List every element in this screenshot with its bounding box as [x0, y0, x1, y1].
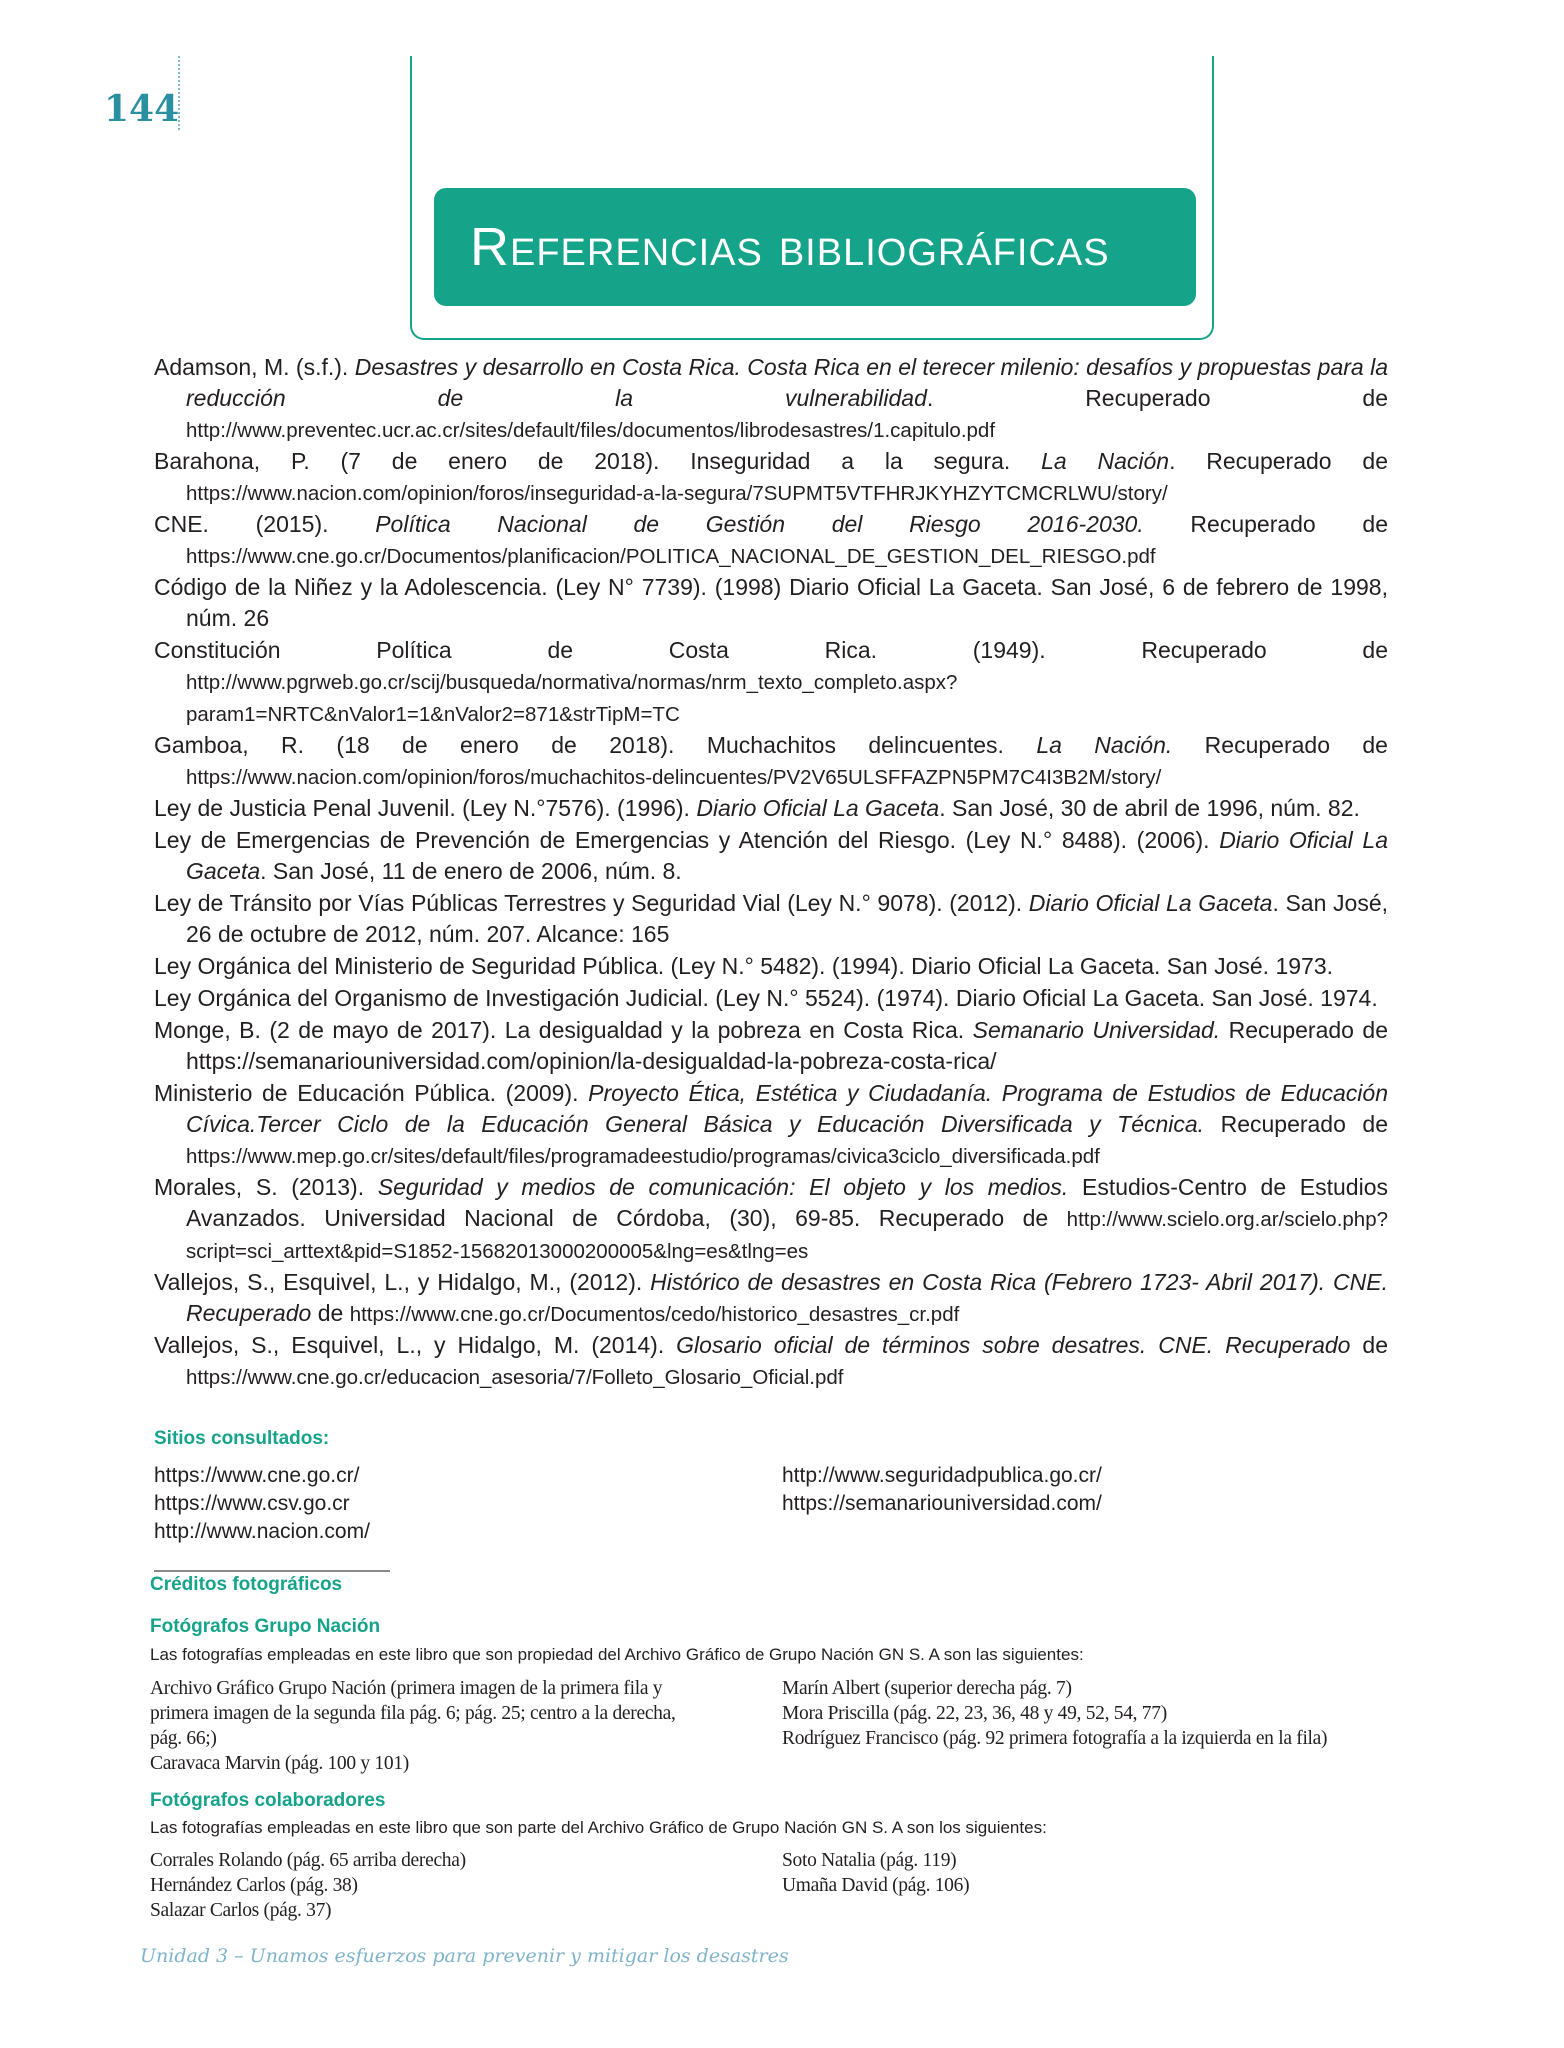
reference-rest: Estudios-Centro de Estudios Avanzados. Universidad Nacional de Córdoba, (30), 69-85. Recuperado de: [186, 1174, 1388, 1231]
credit-line: Hernández Carlos (pág. 38): [150, 1875, 358, 1896]
credit-line: pág. 66;): [150, 1728, 217, 1749]
reference-rest: . San José, 26 de octubre de 2012, núm. 207. Alcance: 165: [186, 890, 1389, 947]
credit-line: primera imagen de la segunda fila pág. 6; pág. 25; centro a la derecha,: [150, 1703, 676, 1724]
grupo-nacion-right: [782, 1676, 1327, 1751]
reference-rest: Recuperado de: [1172, 732, 1388, 758]
reference-url[interactable]: https://www.mep.go.cr/sites/default/files/programadeestudio/programas/civica3ciclo_diversificada.pdf: [186, 1145, 1100, 1168]
credit-line: Corrales Rolando (pág. 65 arriba derecha): [150, 1850, 466, 1871]
section-divider: [154, 1570, 390, 1572]
page-number: 144: [104, 88, 180, 130]
reference-rest: de: [1350, 1332, 1388, 1358]
reference-url[interactable]: http://www.scielo.org.ar/scielo.php?script=sci_arttext&pid=S1852-15682013000200005&lng=es&tlng=es: [186, 1208, 1388, 1263]
credit-line: Archivo Gráfico Grupo Nación (primera imagen de la primera fila y: [150, 1678, 663, 1699]
reference-author: Código de la Niñez y la Adolescencia. (Ley N° 7739). (1998) Diario Oficial La Gaceta. San José, 6 de febrero de 1998, núm. 26: [154, 574, 1388, 631]
reference-author: Ministerio de Educación Pública. (2009).: [154, 1080, 589, 1106]
colaboradores-description: Las fotografías empleadas en este libro que son parte del Archivo Gráfico de Grupo Nación GN S. A son los siguientes:: [150, 1818, 1047, 1837]
site-link[interactable]: https://www.csv.go.cr: [154, 1492, 350, 1515]
reference-item: [154, 509, 1388, 572]
reference-author: Ley Orgánica del Organismo de Investigación Judicial. (Ley N.° 5524). (1974). Diario Oficial La Gaceta. San José. 1974.: [154, 985, 1378, 1011]
reference-item: [154, 1015, 1388, 1078]
reference-author: Ley Orgánica del Ministerio de Seguridad Pública. (Ley N.° 5482). (1994). Diario Oficial La Gaceta. San José. 1973.: [154, 953, 1333, 979]
reference-url[interactable]: http://www.preventec.ucr.ac.cr/sites/default/files/documentos/librodesastres/1.capitulo.pdf: [186, 419, 996, 442]
reference-author: Constitución Política de Costa Rica. (1949).: [154, 637, 1142, 663]
reference-author: Barahona, P. (7 de enero de 2018). Inseguridad a la segura.: [154, 448, 1042, 474]
title-banner: [434, 188, 1196, 306]
credit-line: Mora Priscilla (pág. 22, 23, 36, 48 y 49, 52, 54, 77): [782, 1703, 1167, 1724]
site-link[interactable]: http://www.nacion.com/: [154, 1520, 370, 1543]
credit-line: Rodríguez Francisco (pág. 92 primera fotografía a la izquierda en la fila): [782, 1728, 1328, 1749]
reference-author: Vallejos, S., Esquivel, L., y Hidalgo, M. (2014).: [154, 1332, 677, 1358]
reference-author: Gamboa, R. (18 de enero de 2018). Muchachitos delincuentes.: [154, 732, 1037, 758]
credit-line: Salazar Carlos (pág. 37): [150, 1900, 332, 1921]
reference-rest: Recuperado de https://semanariouniversidad.com/opinion/la-desigualdad-la-pobreza-costa-rica/: [186, 1017, 1389, 1074]
reference-title: La Nación.: [1036, 732, 1173, 758]
reference-author: Ley de Emergencias de Prevención de Emergencias y Atención del Riesgo. (Ley N.° 8488). (2006).: [154, 827, 1220, 853]
reference-rest: . Recuperado de: [1169, 448, 1388, 474]
credit-line: Umaña David (pág. 106): [782, 1875, 970, 1896]
reference-author: Vallejos, S., Esquivel, L., y Hidalgo, M., (2012).: [154, 1269, 651, 1295]
reference-url[interactable]: https://www.nacion.com/opinion/foros/inseguridad-a-la-segura/7SUPMT5VTFHRJKYHZYTCMCRLWU/story/: [186, 482, 1168, 505]
reference-item: [154, 446, 1388, 509]
credit-line: Soto Natalia (pág. 119): [782, 1850, 957, 1871]
reference-rest: Recuperado de: [1204, 1111, 1388, 1137]
reference-author: Morales, S. (2013).: [154, 1174, 378, 1200]
reference-item: [154, 1172, 1388, 1267]
reference-title: La Nación: [1041, 448, 1170, 474]
site-link[interactable]: https://www.cne.go.cr/: [154, 1464, 360, 1487]
reference-item: [154, 730, 1388, 793]
reference-author: Adamson, M. (s.f.).: [154, 354, 355, 380]
reference-title: Desastres y desarrollo en Costa Rica. Costa Rica en el terecer milenio: desafíos y propuestas para la reducción de la vulnerabilidad: [186, 354, 1389, 411]
credit-line: Marín Albert (superior derecha pág. 7): [782, 1678, 1072, 1699]
reference-author: Monge, B. (2 de mayo de 2017). La desigualdad y la pobreza en Costa Rica.: [154, 1017, 973, 1043]
credit-line: Caravaca Marvin (pág. 100 y 101): [150, 1753, 409, 1774]
reference-url[interactable]: https://www.cne.go.cr/educacion_asesoria/7/Folleto_Glosario_Oficial.pdf: [186, 1366, 844, 1389]
reference-author: CNE. (2015).: [154, 511, 376, 537]
colaboradores-left: [150, 1848, 466, 1923]
reference-item: [154, 1078, 1388, 1172]
page-number-rule: [178, 56, 180, 130]
reference-rest: . San José, 30 de abril de 1996, núm. 82.: [939, 795, 1360, 821]
sites-right-column: [782, 1462, 1102, 1518]
reference-title: Proyecto Ética, Estética y Ciudadanía. Programa de Estudios de Educación Cívica.Tercer Ciclo de la Educación General Básica y Educación Diversificada y Técnica.: [186, 1080, 1388, 1137]
sites-left-column: [154, 1462, 370, 1546]
creditos-heading: Créditos fotográficos: [150, 1574, 343, 1595]
grupo-nacion-left: [150, 1676, 676, 1776]
reference-title: Histórico de desastres en Costa Rica (Febrero 1723- Abril 2017). CNE. Recuperado: [186, 1269, 1388, 1326]
site-link[interactable]: http://www.seguridadpublica.go.cr/: [782, 1464, 1102, 1487]
colaboradores-right: [782, 1848, 969, 1898]
reference-item: [154, 352, 1388, 446]
sitios-heading: Sitios consultados:: [154, 1428, 330, 1449]
reference-item: [154, 1267, 1388, 1330]
reference-item: [154, 572, 1388, 635]
reference-author: Ley de Tránsito por Vías Públicas Terrestres y Seguridad Vial (Ley N.° 9078). (2012).: [154, 890, 1029, 916]
reference-rest: . San José, 11 de enero de 2006, núm. 8.: [260, 858, 682, 884]
reference-item: [154, 1330, 1388, 1393]
reference-title: Diario Oficial La Gaceta: [186, 827, 1388, 884]
reference-url[interactable]: https://www.nacion.com/opinion/foros/muchachitos-delincuentes/PV2V65ULSFFAZPN5PM7C4I3B2M/story/: [186, 766, 1162, 789]
reference-rest: . Recuperado de: [926, 385, 1388, 411]
reference-rest: Recuperado de: [1141, 637, 1388, 663]
reference-author: Ley de Justicia Penal Juvenil. (Ley N.°7576). (1996).: [154, 795, 697, 821]
reference-item: [154, 951, 1388, 983]
section-title: Referencias bibliográficas: [470, 217, 1110, 277]
colaboradores-heading: Fotógrafos colaboradores: [150, 1790, 386, 1811]
reference-url[interactable]: https://www.cne.go.cr/Documentos/cedo/historico_desastres_cr.pdf: [349, 1303, 960, 1326]
reference-url[interactable]: http://www.pgrweb.go.cr/scij/busqueda/normativa/normas/nrm_texto_completo.aspx?param1=NRTC&nValor1=1&nValor2=871&strTipM=TC: [186, 671, 958, 726]
reference-item: [154, 635, 1388, 730]
reference-title: Semanario Universidad.: [972, 1017, 1221, 1043]
reference-rest: de: [311, 1300, 350, 1326]
grupo-nacion-heading: Fotógrafos Grupo Nación: [150, 1616, 381, 1637]
reference-title: Diario Oficial La Gaceta: [1028, 890, 1273, 916]
grupo-nacion-description: Las fotografías empleadas en este libro que son propiedad del Archivo Gráfico de Grupo Nación GN S. A son las siguientes:: [150, 1645, 1084, 1664]
reference-rest: Recuperado de: [1143, 511, 1388, 537]
reference-title: Diario Oficial La Gaceta: [696, 795, 940, 821]
reference-url[interactable]: https://www.cne.go.cr/Documentos/planificacion/POLITICA_NACIONAL_DE_GESTION_DEL_RIESGO.pdf: [186, 545, 1156, 568]
reference-list: [154, 352, 1388, 1393]
reference-item: [154, 983, 1388, 1015]
reference-title: Glosario oficial de términos sobre desatres. CNE. Recuperado: [676, 1332, 1351, 1358]
reference-item: [154, 793, 1388, 825]
reference-item: [154, 825, 1388, 888]
reference-title: Política Nacional de Gestión del Riesgo 2016-2030.: [375, 511, 1144, 537]
site-link[interactable]: https://semanariouniversidad.com/: [782, 1492, 1102, 1515]
footer-unit-title: Unidad 3 – Unamos esfuerzos para prevenir y mitigar los desastres: [140, 1945, 789, 1967]
reference-item: [154, 888, 1388, 951]
reference-title: Seguridad y medios de comunicación: El objeto y los medios.: [377, 1174, 1069, 1200]
